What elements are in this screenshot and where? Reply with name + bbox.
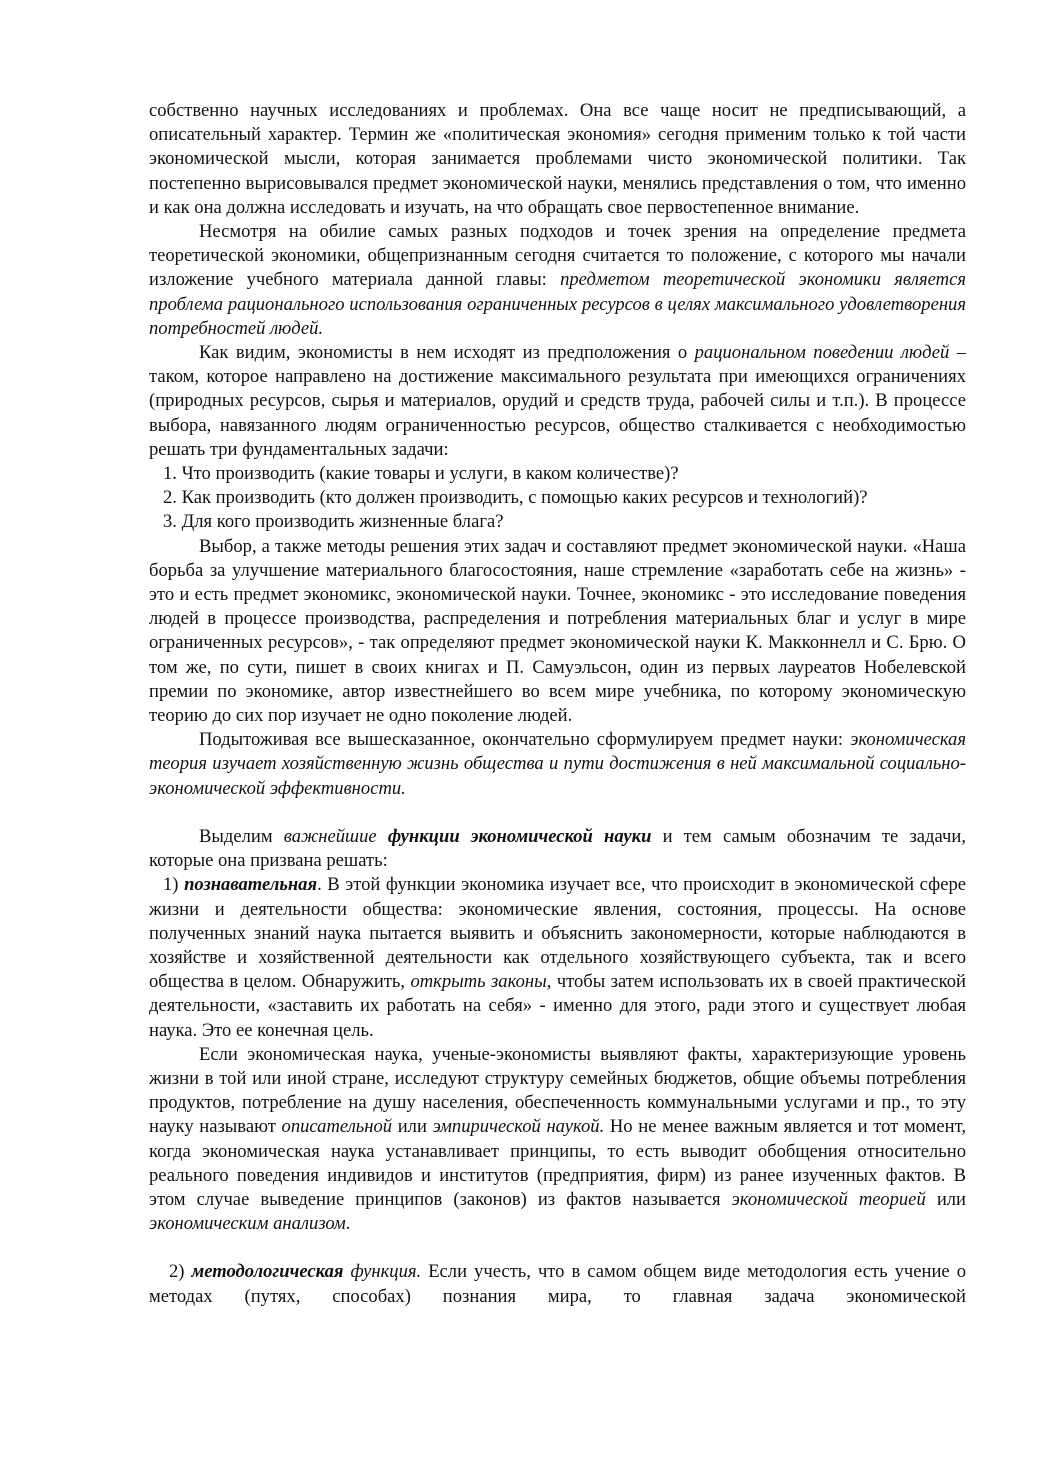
paragraph-4: Выбор, а также методы решения этих задач и составляют предмет экономической науки. «Наша борьба за улучшение материального благосостояния, наше стремление «заработать себе на жизнь» - это и есть предмет экономикс, экономической науки. Точнее, экономикс - это исследование поведения людей в процессе производства, распределения и потребления материальных благ и услуг в мире ограниченных ресурсов», - так определяют предмет экономической науки К. Макконнелл и С. Брю. О том же, по сути, пишет в своих книгах и П. Самуэльсон, один из первых лауреатов Нобелевской премии по экономике, автор известнейшего во всем мире учебника, по которому экономическую теорию до сих пор изучает не одно поколение людей. [149, 535, 966, 727]
spacer [149, 801, 966, 825]
function-1 [149, 873, 966, 1042]
paragraph-6-bold-italic: функции экономической науки [387, 825, 652, 847]
paragraph-3 [149, 341, 966, 462]
paragraph-7-i1: описательной [281, 1116, 393, 1138]
function-1-number: 1) [163, 874, 185, 896]
paragraph-7-i2: эмпирической наукой. [432, 1116, 605, 1138]
paragraph-2-text: Несмотря на обилие самых разных подходов и точек зрения на определение предмета теоретической экономики, общепризнанным сегодня считается то положение, с которого мы начали изложение учебного материала данной главы: [149, 221, 966, 291]
paragraph-3-b: – таком, которое направлено на достижение максимального результата при имеющихся ограничениях (природных ресурсов, сырья и материалов, орудий и средств труда, рабочей силы и т.п.). В процессе выбора, навязанного людям ограниченностью ресурсов, общество сталкивается с необходимостью решать три фундаментальных задачи: [149, 342, 967, 460]
paragraph-7-i4: экономическим анализом [149, 1213, 346, 1235]
paragraph-7-c: Но не менее важным является и тот момент, когда экономическая наука устанавливает принципы, то есть выводит обобщения относительно реального поведения индивидов и институтов (предприятия, фирм) из ранее изученных фактов. В этом случае выведение принципов (законов) из фактов называется [149, 1116, 967, 1210]
paragraph-5 [149, 728, 966, 801]
paragraph-1: собственно научных исследованиях и проблемах. Она все чаще носит не предписывающий, а описательный характер. Термин же «политическая экономия» сегодня применим только к той части экономической мысли, которая занимается проблемами чисто экономической политики. Так постепенно вырисовывался предмет экономической науки, менялись представления о том, что именно и как она должна исследовать и изучать, на что обращать свое первостепенное внимание. [149, 100, 966, 218]
paragraph-3-a: Как видим, экономисты в нем исходят из предположения о [199, 342, 695, 364]
paragraph-2-italic: предметом теоретической экономики является проблема рационального использования ограниченных ресурсов в целях максимального удовлетворения потребностей людей. [149, 269, 967, 339]
function-2-number: 2) [169, 1261, 192, 1283]
paragraph-7-a: Если экономическая наука, ученые-экономисты выявляют факты, характеризующие уровень жизни в той или иной стране, исследуют структуру семейных бюджетов, общие объемы потребления продуктов, потребление на душу населения, обеспеченность коммунальными услугами и пр., то эту науку называют [149, 1043, 966, 1138]
list-item: 3. Для кого производить жизненные блага? [163, 511, 504, 533]
function-1-italic: открыть законы [410, 971, 547, 993]
function-2-a: Если учесть, что в самом общем виде методология есть учение о методах (путях, способах) познания мира, то главная задача экономической [149, 1261, 966, 1307]
paragraph-6-a: Выделим [199, 825, 284, 847]
paragraph-5-italic: экономическая теория изучает хозяйственную жизнь общества и пути достижения в ней максимальной социально-экономической эффективности. [149, 729, 966, 799]
paragraph-7-d: или [925, 1188, 966, 1210]
paragraph-5-text: Подытоживая все вышесказанное, окончательно сформулируем предмет науки: [199, 729, 851, 751]
paragraph-7-b: или [392, 1116, 433, 1138]
function-1-b: , чтобы затем использовать их в своей практической деятельности, «заставить их работать на себя» - именно для этого, ради этого и существует любая наука. Это ее конечная цель. [149, 971, 966, 1041]
list-item: 1. Что производить (какие товары и услуги, в каком количестве)? [163, 463, 679, 485]
function-1-a: . В этой функции экономика изучает все, что происходит в экономической сфере жизни и деятельности общества: экономические явления, состояния, процессы. На основе полученных знаний наука пытается выявить и объяснить закономерности, которые наблюдаются в хозяйстве и хозяйственной деятельности как отдельного хозяйствующего субъекта, так и всего общества в целом. Обнаружить, [149, 874, 967, 993]
document-page [149, 99, 966, 1309]
paragraph-7-e: . [345, 1213, 351, 1235]
paragraph-6-b: и тем самым обозначим те задачи, которые она призвана решать: [149, 825, 966, 872]
paragraph-7-i3: экономической теорией [731, 1188, 926, 1210]
function-1-title: познавательная [184, 874, 318, 896]
paragraph-6-space [377, 826, 388, 847]
function-2 [149, 1260, 966, 1308]
spacer [149, 1236, 966, 1260]
paragraph-6-italic: важнейшие [283, 825, 377, 847]
paragraph-6 [149, 825, 966, 873]
paragraph-3-italic: рациональном поведении людей [694, 342, 950, 364]
function-2-italic: функция. [343, 1261, 422, 1283]
function-2-title: методологическая [191, 1261, 344, 1283]
paragraph-7 [149, 1043, 966, 1237]
list-item: 2. Как производить (кто должен производить, с помощью каких ресурсов и технологий)? [163, 487, 868, 509]
paragraph-2 [149, 220, 966, 341]
